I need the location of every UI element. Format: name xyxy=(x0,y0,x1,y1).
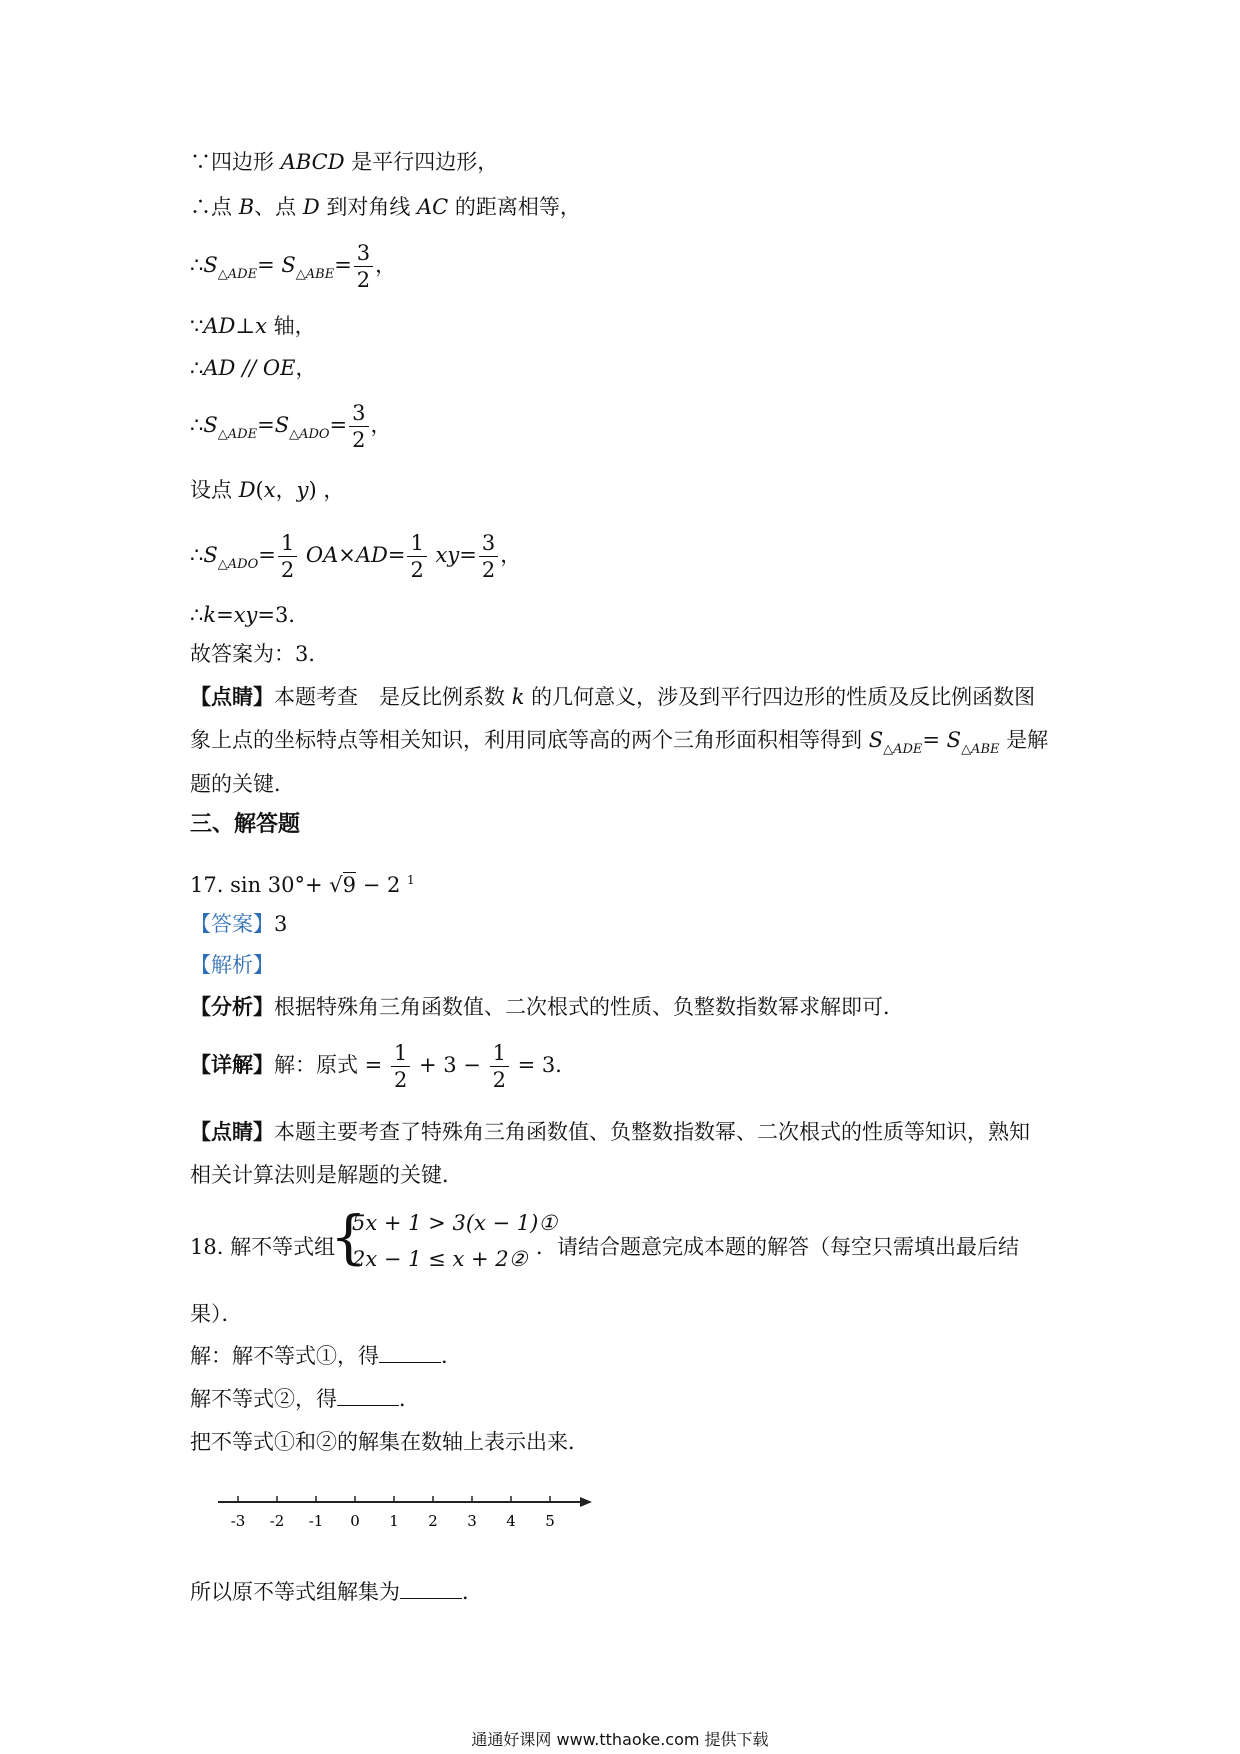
equals: = xyxy=(257,413,275,437)
subscript: △ADE xyxy=(217,427,258,442)
tick-label: 5 xyxy=(545,1512,555,1530)
equals: = xyxy=(257,253,282,277)
numerator: 3 xyxy=(479,530,498,557)
brace-icon: { xyxy=(330,1203,367,1271)
math-var: AC xyxy=(417,195,449,219)
analysis-label: 【解析】 xyxy=(190,953,274,977)
line-dianjing-2 xyxy=(190,726,1048,758)
question-number: 18. xyxy=(190,1235,224,1259)
therefore: ∴ xyxy=(190,253,204,277)
subscript: △ABE xyxy=(295,267,335,282)
question-number: 17. xyxy=(190,873,224,897)
subscript: △ADO xyxy=(217,557,259,572)
fraction xyxy=(407,530,426,583)
math-text: OA×AD= xyxy=(299,543,406,567)
perp-symbol: ⊥ xyxy=(235,314,256,338)
question-18-intro xyxy=(190,1233,335,1261)
text: 的距离相等， xyxy=(448,195,581,219)
denominator: 2 xyxy=(393,1068,408,1092)
footer: 通通好课网 www.tthaoke.com 提供下载 xyxy=(471,1730,769,1749)
text: 、点 xyxy=(254,195,303,219)
line-ad-perp xyxy=(190,312,316,340)
math-text: = 3． xyxy=(510,1053,577,1077)
text: ) ， xyxy=(308,478,345,502)
step-3: 把不等式①和②的解集在数轴上表示出来． xyxy=(190,1430,589,1454)
tick-label: 2 xyxy=(428,1512,438,1530)
text: 是平行四边形， xyxy=(344,150,499,174)
denominator: 2 xyxy=(492,1068,506,1092)
math-var: ABCD xyxy=(280,150,345,174)
text: ． xyxy=(399,1387,420,1411)
xiangjie-line xyxy=(190,1040,576,1093)
numerator: 1 xyxy=(278,530,297,557)
line-k-equals xyxy=(190,601,309,629)
answer-blank-2[interactable] xyxy=(337,1387,399,1406)
text: 解：解不等式①，得 xyxy=(190,1344,379,1368)
line-area-ado-calc xyxy=(190,530,521,583)
answer-blank-1[interactable] xyxy=(379,1344,441,1363)
text: 轴， xyxy=(266,314,316,338)
text: 所以原不等式组解集为 xyxy=(190,1580,400,1604)
fraction xyxy=(278,530,297,583)
tick-label: -1 xyxy=(308,1512,324,1530)
fraction xyxy=(490,1040,509,1093)
denominator: 2 xyxy=(352,428,366,452)
dianjing-label: 【点睛】 xyxy=(190,1119,274,1144)
dianjing2-line-2: 相关计算法则是解题的关键． xyxy=(190,1163,463,1187)
text: ， xyxy=(370,413,392,437)
inequality-row-1: 5x + 1 > 3(x − 1)① xyxy=(352,1211,558,1235)
math-var: B xyxy=(238,195,255,219)
numerator: 1 xyxy=(407,530,426,557)
fraction xyxy=(354,240,373,293)
parallel-symbol: // xyxy=(235,356,263,380)
text: ． xyxy=(462,1580,483,1604)
text: 根据特殊角三角函数值、二次根式的性质、负整数指数幂求解即可． xyxy=(274,995,904,1019)
answer-blank-3[interactable] xyxy=(400,1580,462,1599)
numerator: 1 xyxy=(490,1040,509,1067)
text: 本题主要考查了特殊角三角函数值、负整数指数幂、二次根式的性质等知识，熟知 xyxy=(274,1120,1030,1144)
denominator: 2 xyxy=(356,268,371,292)
text: ． xyxy=(441,1344,462,1368)
line-ad-parallel xyxy=(190,354,316,382)
answer-line xyxy=(190,910,287,938)
text: ∵四边形 xyxy=(190,150,281,174)
text: 解不等式组 xyxy=(223,1235,336,1259)
fraction xyxy=(479,530,498,583)
text: ， xyxy=(375,253,397,277)
exponent: 1 xyxy=(407,873,415,887)
therefore: ∴ xyxy=(190,603,204,627)
math-var: S xyxy=(281,253,296,277)
numerator: 3 xyxy=(354,240,373,267)
step-1 xyxy=(190,1342,462,1370)
math-var: OE xyxy=(262,356,296,380)
math-var: S xyxy=(203,413,218,437)
question-18-instruction: ．请结合题意完成本题的解答（每空只需填出最后结 xyxy=(536,1235,1019,1259)
equals: = xyxy=(258,543,276,567)
equals: = xyxy=(922,728,947,752)
fraction xyxy=(349,400,368,453)
numerator: 1 xyxy=(391,1040,410,1067)
line-set-point-d xyxy=(190,476,344,504)
line-parallelogram xyxy=(190,148,498,176)
line-dianjing-3: 题的关键． xyxy=(190,772,295,796)
math-var: S xyxy=(868,728,884,752)
math-text: k=xy xyxy=(203,603,258,627)
line-area-ade-abe xyxy=(190,240,396,293)
text: ， xyxy=(500,543,522,567)
answer-label: 【答案】 xyxy=(190,912,274,936)
fraction xyxy=(391,1040,410,1093)
text: ， xyxy=(295,356,317,380)
text: 本题考查 是反比例系数 xyxy=(274,685,512,709)
math-var: k xyxy=(511,685,525,709)
tick-label: -2 xyxy=(269,1512,285,1530)
xiangjie-label: 【详解】 xyxy=(190,1052,274,1077)
section-title: 三、解答题 xyxy=(190,812,301,837)
equals: = xyxy=(334,253,352,277)
math-text: − 2 xyxy=(356,873,408,897)
tick-label: 1 xyxy=(389,1512,399,1530)
text: 解不等式②，得 xyxy=(190,1387,337,1411)
therefore: ∴ xyxy=(190,543,204,567)
therefore: ∴ xyxy=(190,413,204,437)
tick-label: 0 xyxy=(350,1512,360,1530)
line-answer-is: 故答案为：3． xyxy=(190,642,330,666)
math-var: S xyxy=(946,728,962,752)
text: ( xyxy=(255,478,264,502)
math-text: sin 30°+ xyxy=(223,873,330,897)
text: =3． xyxy=(257,603,310,627)
text: ， xyxy=(275,478,297,502)
math-var: x xyxy=(263,478,276,502)
subscript: △ADE xyxy=(217,267,258,282)
denominator: 2 xyxy=(481,558,496,582)
dianjing-label: 【点睛】 xyxy=(190,684,274,709)
text: 设点 xyxy=(190,478,239,502)
math-var: y xyxy=(296,478,309,502)
line-distance-equal xyxy=(190,193,581,221)
because: ∵ xyxy=(190,314,204,338)
text: 的几何意义，涉及到平行四边形的性质及反比例函数图 xyxy=(524,685,1036,709)
math-var: x xyxy=(255,314,267,338)
math-text: + 3 − xyxy=(412,1053,488,1077)
inequality-row-2: 2x − 1 ≤ x + 2② xyxy=(352,1247,528,1271)
step-2 xyxy=(190,1385,420,1413)
subscript: △ABE xyxy=(961,742,1000,757)
line-dianjing-1 xyxy=(190,683,1035,711)
math-text: xy= xyxy=(428,543,477,567)
tick-label: 4 xyxy=(506,1512,516,1530)
subscript: △ADO xyxy=(289,427,330,442)
text: 象上点的坐标特点等相关知识，利用同底等高的两个三角形面积相等得到 xyxy=(190,728,869,752)
tick-label: -3 xyxy=(230,1512,246,1530)
therefore: ∴ xyxy=(190,356,204,380)
answer-value: 3 xyxy=(274,912,288,936)
math-var: AD xyxy=(203,314,236,338)
numerator: 3 xyxy=(349,400,368,427)
dianjing2-line-1 xyxy=(190,1118,1030,1146)
number-line-arrow-icon xyxy=(580,1497,592,1507)
text: ∴点 xyxy=(190,195,239,219)
text: 解：原式 = xyxy=(274,1053,389,1077)
step-4 xyxy=(190,1578,483,1606)
text: 到对角线 xyxy=(319,195,418,219)
number-line xyxy=(210,1488,600,1538)
radicand: 9 xyxy=(342,873,357,897)
math-var: AD xyxy=(203,356,236,380)
math-var: S xyxy=(203,253,218,277)
fenxi-label: 【分析】 xyxy=(190,994,274,1019)
math-var: S xyxy=(274,413,290,437)
sqrt-symbol: √ xyxy=(329,873,343,897)
denominator: 2 xyxy=(280,558,295,582)
text: 是解 xyxy=(999,728,1049,752)
question-17 xyxy=(190,866,415,899)
denominator: 2 xyxy=(410,558,424,582)
tick-label: 3 xyxy=(467,1512,477,1530)
subscript: △ADE xyxy=(883,742,923,757)
math-var: D xyxy=(238,478,256,502)
line-area-ade-ado xyxy=(190,400,392,453)
math-var: D xyxy=(302,195,320,219)
math-var: S xyxy=(203,543,218,567)
fenxi-line xyxy=(190,993,904,1021)
equals: = xyxy=(329,413,348,437)
question-18-instruction-cont: 果）． xyxy=(190,1302,243,1326)
